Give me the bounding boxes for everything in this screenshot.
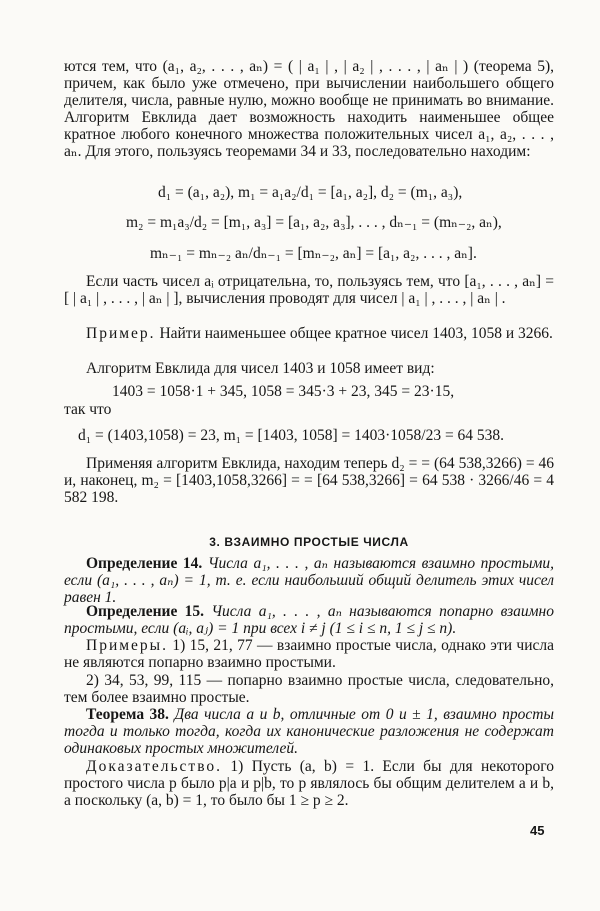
- proof-text: 1) Пусть (a, b) = 1. Если бы для некоторого простого числа p было p|a и p|b, то p являлось бы общим делителем a и b, а поскольку (a, b) = 1, то было бы 1 ≥ p ≥ 2.: [64, 758, 554, 809]
- paragraph-euclid-intro: Алгоритм Евклида для чисел 1403 и 1058 имеет вид:: [86, 360, 435, 377]
- definition-14: [64, 555, 554, 606]
- definition-14-label: Определение 14.: [86, 555, 203, 572]
- example-text: Найти наименьшее общее кратное чисел 1403, 1058 и 3266.: [155, 325, 553, 342]
- examples-label: Примеры.: [86, 637, 168, 654]
- examples-text: 1) 15, 21, 77 — взаимно простые числа, однако эти числа не являются попарно взаимно простыми.: [64, 637, 554, 671]
- paragraph-intro: ются тем, что (a₁, a₂, . . . , aₙ) = ( | a₁ | , | a₂ | , . . . , | aₙ | ) (теорема 5), причем, как было уже отмечено, при вычислении наибольшего общего делителя, числа, равные нулю, можно вообще не принимать во внимание. Алгоритм Евклида дает возможность находить наименьшее общее кратное любого конечного множества положительных чисел a₁, a₂, . . . , aₙ. Для этого, пользуясь теоремами 34 и 33, последовательно находим:: [64, 58, 554, 160]
- equation-m2: m₂ = m₁a₃/d₂ = [m₁, a₃] = [a₁, a₂, a₃], . . . , dₙ₋₁ = (mₙ₋₂, aₙ),: [126, 214, 502, 231]
- paragraph-negative-numbers: Если часть чисел aᵢ отрицательна, то, пользуясь тем, что [a₁, . . . , aₙ] = [ | a₁ | , . . . , | aₙ | ], вычисления проводят для чисел | a₁ | , . . . , | aₙ | .: [64, 273, 554, 307]
- theorem-38: [64, 706, 554, 757]
- theorem-38-text: Два числа a и b, отличные от 0 и ± 1, взаимно просты тогда и только тогда, когда их канонические разложения не содержат одинаковых простых множителей.: [64, 706, 554, 757]
- paragraph-example: [64, 325, 554, 342]
- definition-15: [64, 603, 554, 637]
- equation-euclid-steps: 1403 = 1058·1 + 345, 1058 = 345·3 + 23, 345 = 23·15,: [112, 383, 455, 400]
- section-heading: 3. ВЗАИМНО ПРОСТЫЕ ЧИСЛА: [209, 535, 409, 549]
- proof: [64, 758, 554, 809]
- proof-label: Доказательство.: [86, 758, 223, 775]
- paragraph-euclid-result: Применяя алгоритм Евклида, находим теперь d₂ = = (64 538,3266) = 46 и, наконец, m₂ = [1403,1058,3266] = = [64 538,3266] = 64 538 · 3266/46 = 4 582 198.: [64, 455, 554, 506]
- definition-14-text: Числа a₁, . . . , aₙ называются взаимно простыми, если (a₁, . . . , aₙ) = 1, т. е. если наибольший общий делитель этих чисел равен 1.: [64, 555, 554, 606]
- paragraph-examples-2: 2) 34, 53, 99, 115 — попарно взаимно простые числа, следовательно, тем более взаимно простые.: [64, 672, 554, 706]
- paragraph-examples: [64, 637, 554, 671]
- theorem-38-label: Теорема 38.: [86, 706, 169, 723]
- definition-15-text: Числа a₁, . . . , aₙ называются попарно взаимно простыми, если (aᵢ, aⱼ) = 1 при всех i ≠ j (1 ≤ i ≤ n, 1 ≤ j ≤ n).: [64, 603, 554, 637]
- equation-d1-m1: d₁ = (a₁, a₂), m₁ = a₁a₂/d₁ = [a₁, a₂], d₂ = (m₁, a₃),: [158, 184, 463, 201]
- definition-15-label: Определение 15.: [86, 603, 205, 620]
- page-number: 45: [530, 823, 545, 838]
- equation-mn-1: mₙ₋₁ = mₙ₋₂ aₙ/dₙ₋₁ = [mₙ₋₂, aₙ] = [a₁, a₂, . . . , aₙ].: [150, 245, 477, 262]
- paragraph-so-that: так что: [64, 401, 112, 418]
- equation-d1-result: d₁ = (1403,1058) = 23, m₁ = [1403, 1058] = 1403·1058/23 = 64 538.: [78, 427, 505, 444]
- example-label: Пример.: [86, 325, 156, 342]
